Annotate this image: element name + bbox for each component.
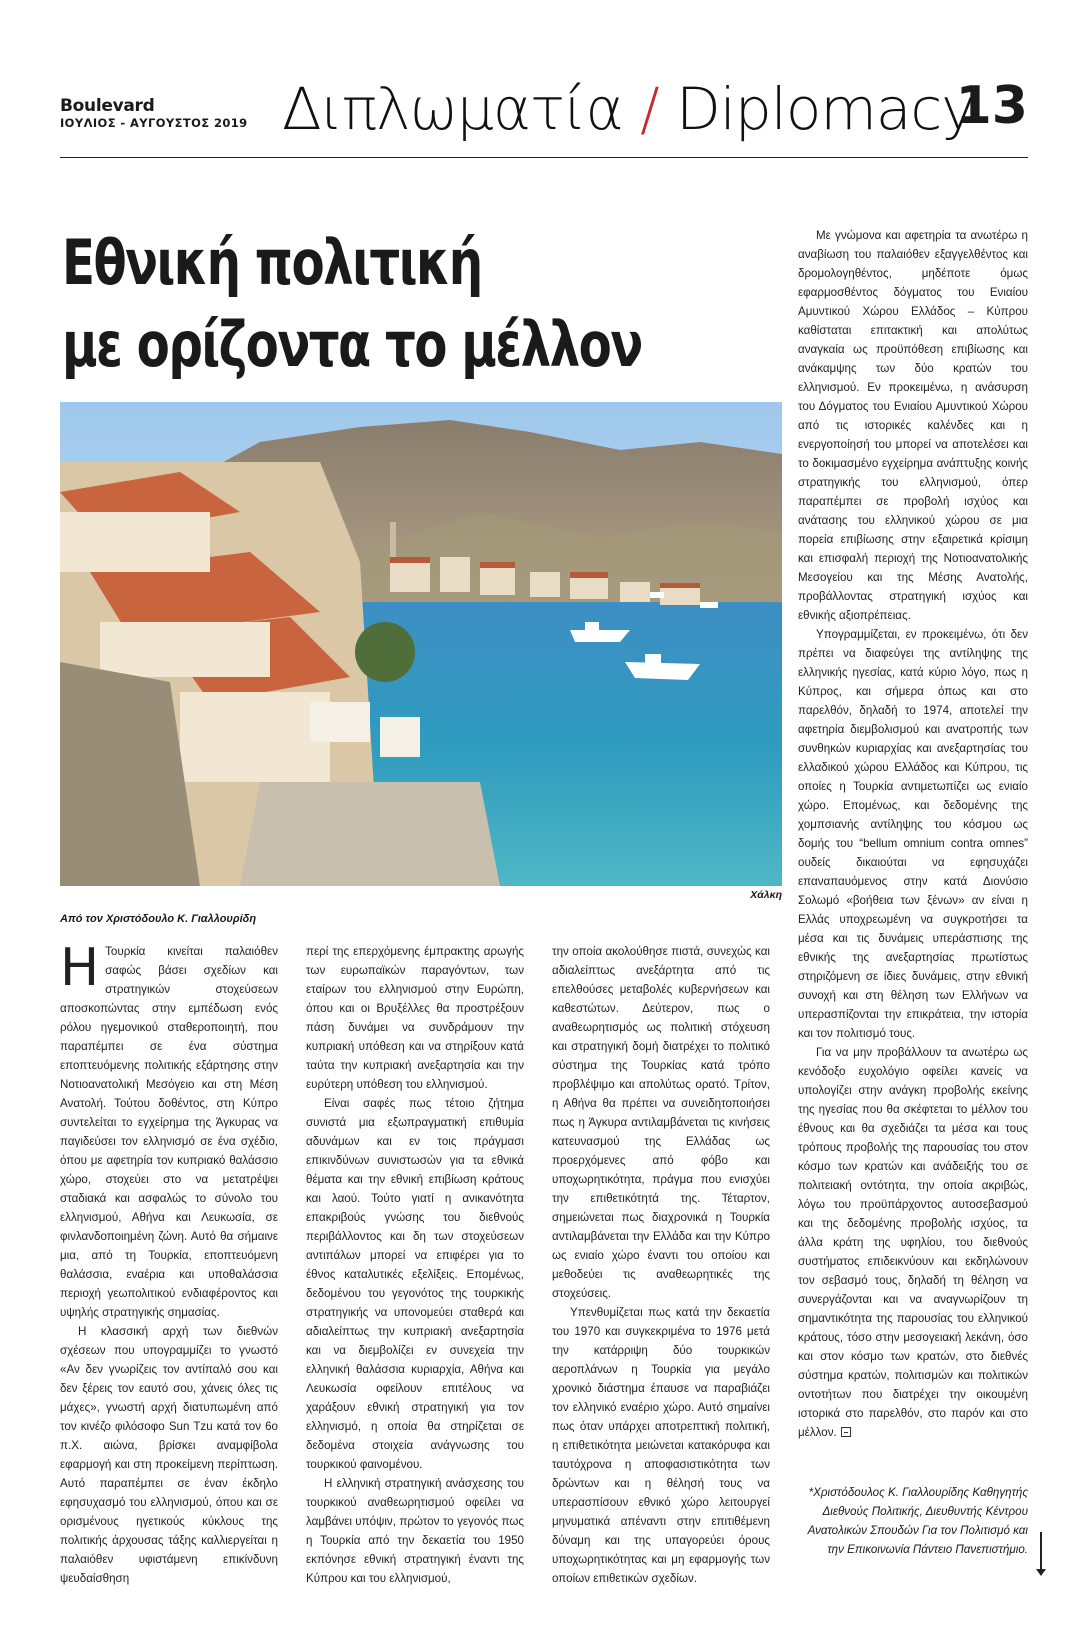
paragraph: Είναι σαφές πως τέτοιο ζήτημα συνιστά μια εξωπραγματική επιθυμία αδυνάμων και εν τοις πράγμασι επικινδύνων συνιστωσών για τα εθνικά θέματα και την εθνική επιβίωση κράτους και λαού. Τούτο γιατί η ανικανότητα επακριβούς γνώσης του διεθνούς περιβάλλοντος και δη των στοχεύσεων αντιπάλων μπορεί να επιφέρει για το έθνος καταλυτικές εξελίξεις. Επομένως, δεδομένου του γεγονότος της τουρκικής στρατηγικής να υπονομεύει σταθερά και αδιαλείπτως την κυπριακή ανεξαρτησία και να διεμβολίζει εν συνεχεία την ελληνική θαλάσσια κυριαρχία, Αθήνα και Λευκωσία οφείλουν επιτέλους να χαράξουν εθνική στρατηγική για τον ελληνισμό, η οποία θα στηρίζεται σε δεδομένα στοιχεία ανάγνωσης του τουρκικού φαινομένου. [306, 1097, 524, 1471]
article-title [62, 222, 642, 386]
paragraph [60, 938, 278, 1322]
section-title-greek: Διπλωματία [282, 75, 623, 143]
brand-name: Boulevard [60, 96, 155, 116]
article-column-4 [798, 226, 1028, 1442]
article-title-line-2: με ορίζοντα το μέλλον [62, 308, 642, 381]
paragraph-text: Για να μην προβάλλουν τα ανωτέρω ως κενόδοξο ευχολόγιο οφείλει κανείς να υπολογίζει στην ανάγκη προβολής εκείνης της ηγεσίας που θα σκέφτεται το μέλλον του έθνους και θα σχεδιάζει τα μέσα και τους τρόπους προβολής της παρουσίας του στον κόσμο των κρατών και ανάδειξής του σε πολιτειακή οντότητα, την οποία ακριβώς, λόγω του προϋπάρχοντος αυτοσεβασμού και της δεδομένης προβολής ισχύος, τα άλλα κράτη της υφηλίου, του διεθνούς συστήματος επιδεικνύουν και εκδηλώνουν τον σεβασμό τους, δηλαδή τη θέληση να συνεργάζονται και να αναγνωρίζουν τη σημαντικότητα της παρουσίας του ελληνικού κράτους, τόσο στην μεσογειακή λεκάνη, όσο και στον κόσμο των κρατών, στο διεθνές σύστημα κρατών, πολιτισμών και πολιτικών οντοτήτων που διατρέχει την οικουμένη ιστορικά στο παρελθόν, στο παρόν και στο μέλλον. [798, 1046, 1028, 1439]
paragraph-text: Τουρκία κινείται παλαιόθεν σαφώς βάσει σχεδίων και στρατηγικών στοχεύσεων αποσκοπώντας στην εμπέδωση ενός ρόλου ηγεμονικού σταθεροποιητή, που παραπέμπει σε ένα σύστημα εποπτευόμενης πολιτικής εξάρτησης στην Νοτιοανατολική Μεσόγειο και στη Μέση Ανατολή. Τούτου δοθέντος, στη Κύπρο συντελείται το εγχείρημα της Άγκυρας να παγιδεύσει τον ελληνισμό σε ένα σχέδιο, όπου με αφετηρία τον κυπριακό θαλάσσιο χώρο, στοχεύει στο να μετατρέψει σταδιακά και ασφαλώς το σύνολο του ελληνισμού, Αθήνα και Λευκωσία, σε φινλανδοποιημένη ζώνη. Αυτό θα σήμαινε μια, από τη Τουρκία, εποπτευόμενη θαλάσσια, εναέρια και υποθαλάσσια περιοχή γεωπολιτικού ενδιαφέροντος και υψηλής στρατηγικής σημασίας. [60, 945, 278, 1319]
article-title-line-1: Εθνική πολιτική [62, 226, 482, 299]
photo-caption: Χάλκη [750, 889, 782, 901]
arrow-down-icon [1040, 1532, 1042, 1572]
section-title-english: Diplomacy [676, 75, 975, 143]
article-column-1 [60, 938, 278, 1588]
paragraph [798, 1043, 1028, 1442]
article-photo [60, 402, 782, 886]
paragraph: Η ελληνική στρατηγική ανάσχεσης του τουρκικού αναθεωρητισμού οφείλει να λαμβάνει υπόψιν, πρώτον το γεγονός πως η Τουρκία από την δεκαετία του 1950 εκπόνησε εθνική στρατηγική έναντι της Κύπρου και του ελληνισμού, [306, 1477, 524, 1585]
page-number: 13 [955, 76, 1028, 136]
section-separator: / [640, 75, 659, 143]
article-column-3 [552, 942, 770, 1588]
paragraph: Υπογραμμίζεται, εν προκειμένω, ότι δεν πρέπει να διαφεύγει της αντίληψης της ελληνικής ηγεσίας, κατά κύριο λόγο, πως η Κύπρος, και σήμερα όπως και στο παρελθόν, δηλαδή το 1974, αποτελεί την αφετηρία διεμβολισμού και ανατροπής των συνθηκών κυριαρχίας και ανεξαρτησίας του ελλαδικού χώρου Ελλάδος και Κύπρου, τις οποίες η Τουρκία αντιμετωπίζει ως ενιαίο χώρο. Επομένως, και δεδομένης της χομπσιανής αντίληψης του κόσμου ως δομής του “bellum omnium contra omnes” ουδείς δικαιούται να εφησυχάζει επαναπαυόμενος στην κατά Διονύσιο Σολωμό «βοήθεια των ξένων» αν είναι η Ελλάς υποχρεωμένη να συγκροτήσει τα μέσα και τις δυνάμεις υπεράσπισης της εθνικής της ανεξαρτησίας πρωτίστως στηριζόμενη σε ίδιες δυνάμεις, στην εθνική συνοχή και στη θέληση των Ελλήνων να υπερασπίζονται την επικράτεια, την ιστορία και τον πολιτισμό τους. [798, 628, 1028, 1040]
paragraph: Με γνώμονα και αφετηρία τα ανωτέρω η αναβίωση του παλαιόθεν εξαγγελθέντος και δρομολογηθέντος, μηδέποτε όμως εφαρμοσθέντος δόγματος του Ενιαίου Αμυντικού Χώρου Ελλάδος – Κύπρου καθίσταται επιτακτική και απολύτως αναγκαία ως προϋπόθεση επιβίωσης και ανάκαμψης των δύο κρατών του ελληνισμού. Εν προκειμένω, η ανάσυρση του Δόγματος του Ενιαίου Αμυντικού Χώρου από τις ιστορικές καλένδες και η ενεργοποίησή του μπορεί να αποτελέσει και το δοκιμασμένο εγχείρημα ανάπτυξης κοινής στρατηγικής του ελληνισμού, όπερ παραπέμπει σε προβολή ισχύος και ανάτασης του ελληνικού χώρου σε μια πορεία επιβίωσης στην εξαιρετικά κρίσιμη και επισφαλή περιοχή της Νοτιοανατολικής Μεσογείου και της Μέσης Ανατολής, προβάλλοντας στρατηγική ισχύος και εθνικής αξιοπρέπειας. [798, 229, 1028, 622]
article-column-2 [306, 942, 524, 1588]
paragraph: περί της επερχόμενης έμπρακτης αρωγής των ευρωπαϊκών παραγόντων, των εταίρων του ελληνισμού στην Ευρώπη, όπου και οι Βρυξέλλες θα προστρέξουν πάση δυνάμει να συνδράμουν την κυπριακή υπόθεση και να στηρίξουν κατά ταύτα την κυπριακή ανεξαρτησία και την ευρύτερη υπόθεση του ελληνισμού. [306, 945, 524, 1091]
end-of-article-icon [841, 1427, 851, 1437]
header-rule [60, 157, 1028, 158]
byline: Από τον Χριστόδουλο Κ. Γιαλλουρίδη [60, 913, 257, 925]
author-bio: *Χριστόδουλος Κ. Γιαλλουρίδης Καθηγητής Διεθνούς Πολιτικής, Διευθυντής Κέντρου Ανατολικών Σπουδών Για τον Πολιτισμό και την Επικοινωνία Πάντειο Πανεπιστήμιο. [807, 1486, 1028, 1556]
page-header [60, 75, 1028, 156]
paragraph: Η κλασσική αρχή των διεθνών σχέσεων που υπογραμμίζει το γνωστό «Αν δεν γνωρίζεις τον αντίπαλό σου και δεν ξέρεις τον εαυτό σου, χάνεις όλες τις μάχες», γνωστή αρχή διατυπωμένη από τον κινέζο φιλόσοφο Sun Tzu κατά τον 6ο π.Χ. αιώνα, βρίσκει αναμφίβολα εφαρμογή και στη προκείμενη περίπτωση. Αυτό παραπέμπει σε έναν έκδηλο εφησυχασμό του ελληνισμού, όπου και σε ορισμένους ηγετικούς κύκλους της πολιτικής άρχουσας τάξης καλλιεργείται η παλαιόθεν υφιστάμενη επικίνδυνη ψευδαίσθηση [60, 1325, 278, 1585]
section-title [282, 75, 975, 143]
issue-date: ΙΟΥΛΙΟΣ - ΑΥΓΟΥΣΤΟΣ 2019 [60, 116, 248, 130]
paragraph: την οποία ακολούθησε πιστά, συνεχώς και αδιαλείπτως ανεξάρτητα από τις επελθούσες μεταβολές κυβερνήσεων και καθεστώτων. Δεύτερον, πως ο αναθεωρητισμός ως πολιτική στόχευση και στρατηγική δομή διατρέχει το πολιτικό σύστημα της Τουρκίας κατά τρόπο προβλέψιμο και απολύτως ορατό. Τρίτον, η Αθήνα θα πρέπει να συνειδητοποιήσει πως η Άγκυρα αντιλαμβάνεται τις κινήσεις κατευνασμού της Ελλάδας ως προερχόμενες από φόβο και υποχωρητικότητα, πράγμα που ενισχύει την επιθετικότητά της. Τέταρτον, σημειώνεται πως διαχρονικά η Τουρκία αντιλαμβάνεται την Ελλάδα και την Κύπρο ως ενιαίο χώρο έναντι του οποίου και μεθοδεύει τις αναθεωρητικές της στοχεύσεις. [552, 945, 770, 1300]
paragraph: Υπενθυμίζεται πως κατά την δεκαετία του 1970 και συγκεκριμένα το 1976 μετά την κατάρριψη δύο τουρκικών αεροπλάνων η Τουρκία για μεγάλο χρονικό διάστημα έπαυσε να παραβιάζει τον ελληνικό εναέριο χώρο. Αυτό σημαίνει πως όταν υπάρχει αποτρεπτική πολιτική, η επιθετικότητα μειώνεται κατακόρυφα και ταυτόχρονα η αποφασιστικότητα των δρώντων και η θέλησή τους να υπερασπίσουν εθνικό χώρο λειτουργεί μηνυματικά απέναντι στην επιτιθέμενη δύναμη και της υπαγορεύει όρους υποχωρητικότητας και μη εφαρμογής των οποίων επιθετικών σχεδίων. [552, 1306, 770, 1585]
drop-cap: Η [60, 938, 100, 998]
